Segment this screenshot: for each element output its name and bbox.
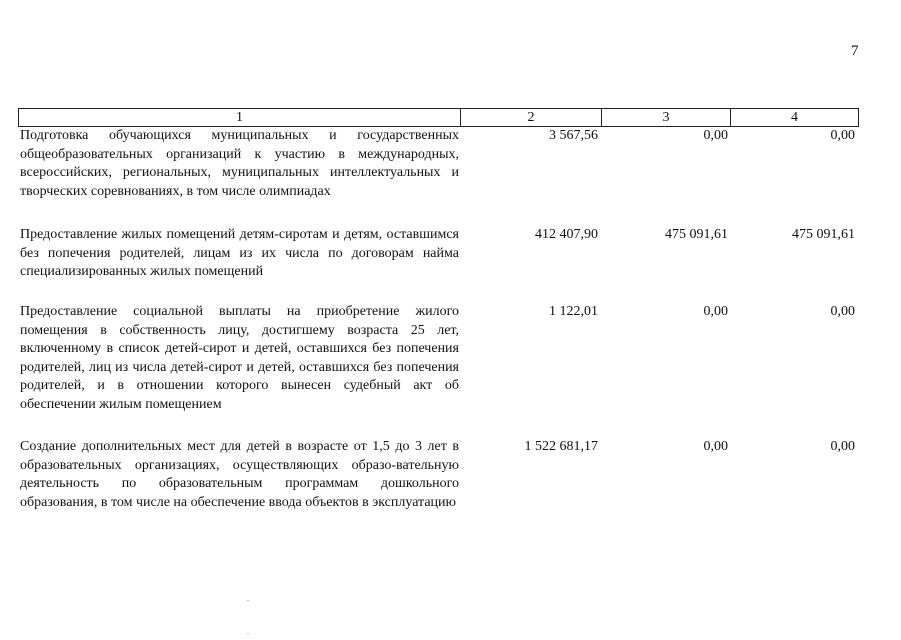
column-header-2: 2 bbox=[461, 109, 602, 127]
row-value-col3: 0,00 bbox=[703, 128, 728, 143]
row-value-col2: 412 407,90 bbox=[535, 227, 598, 242]
row-description: Предоставление социальной выплаты на приобретение жилого помещения в собственность лицу, достигшему возраста 25 лет, включенному в список детей-сирот и детей, оставшихся без попечения родителей, лиц из числа детей-сирот и детей, оставшихся без попечения родителей, и в отношении которого вынесен судебный акт об обеспечении жилым помещением bbox=[20, 304, 459, 412]
row-value-col4: 0,00 bbox=[830, 128, 855, 143]
row-value-col4: 0,00 bbox=[830, 439, 855, 454]
column-header-1: 1 bbox=[19, 109, 461, 127]
row-value-col2: 1 122,01 bbox=[549, 304, 598, 319]
row-description: Создание дополнительных мест для детей в возрасте от 1,5 до 3 лет в образовательных организациях, осуществляющих образо-вательную деятельность по образовательным программам дошкольного образования, в том числе на обеспечение ввода объектов в эксплуатацию bbox=[20, 439, 459, 510]
row-description: Подготовка обучающихся муниципальных и государственных общеобразовательных организаций к участию в международных, всероссийских, региональных, муниципальных интеллектуальных и творческих соревнованиях, в том числе олимпиадах bbox=[20, 128, 459, 199]
scan-speck bbox=[247, 633, 249, 634]
column-header-row bbox=[19, 109, 859, 127]
row-value-col2: 3 567,56 bbox=[549, 128, 598, 143]
row-value-col3: 475 091,61 bbox=[665, 227, 728, 242]
row-value-col4: 475 091,61 bbox=[792, 227, 855, 242]
row-value-col2: 1 522 681,17 bbox=[524, 439, 598, 454]
row-value-col3: 0,00 bbox=[703, 304, 728, 319]
page-number: 7 bbox=[851, 43, 859, 59]
row-value-col3: 0,00 bbox=[703, 439, 728, 454]
row-description: Предоставление жилых помещений детям-сиротам и детям, оставшимся без попечения родителей, лицам из их числа по договорам найма специализированных жилых помещений bbox=[20, 227, 459, 280]
scan-speck bbox=[247, 600, 249, 601]
row-value-col4: 0,00 bbox=[830, 304, 855, 319]
column-header-table bbox=[18, 108, 859, 127]
column-header-4: 4 bbox=[731, 109, 859, 127]
column-header-3: 3 bbox=[602, 109, 731, 127]
